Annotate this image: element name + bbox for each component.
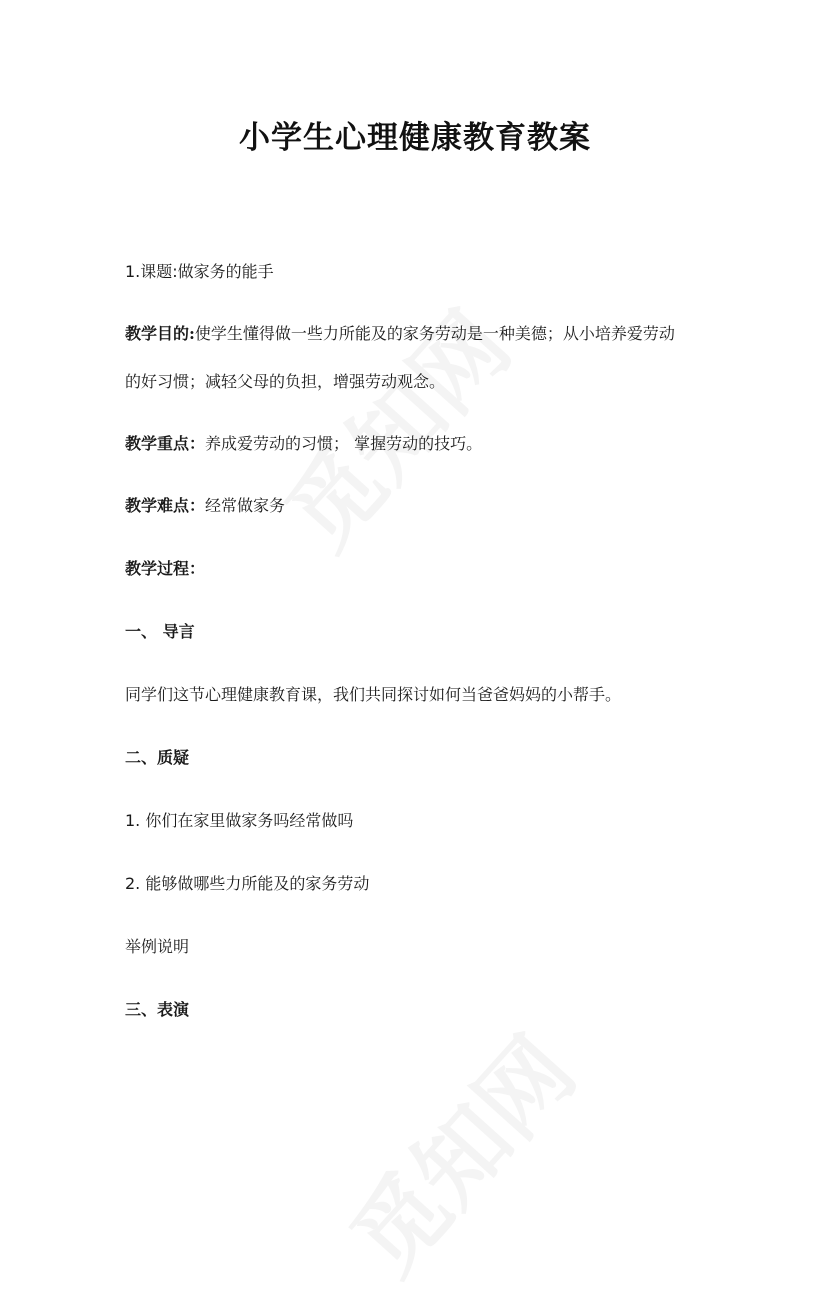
teaching-purpose-label: 教学目的: [125, 324, 195, 343]
teaching-difficulty [125, 494, 285, 518]
section-introduction-heading: 一、 导言 [125, 622, 195, 641]
question-1: 1. 你们在家里做家务吗经常做吗 [125, 811, 354, 830]
lesson-topic: 1.课题:做家务的能手 [125, 262, 274, 281]
teaching-focus-text: 养成爱劳动的习惯； 掌握劳动的技巧。 [205, 434, 483, 453]
teaching-difficulty-label: 教学难点： [125, 496, 206, 515]
watermark-bottom [317, 1004, 600, 1297]
example-text: 举例说明 [125, 937, 190, 956]
section-questions-heading: 二、质疑 [125, 748, 190, 767]
teaching-purpose-text: 使学生懂得做一些力所能及的家务劳动是一种美德；从小培养爱劳动 [194, 324, 675, 343]
page-title: 小学生心理健康教育教案 [239, 120, 591, 156]
question-2: 2. 能够做哪些力所能及的家务劳动 [125, 874, 370, 893]
section-performance-heading: 三、表演 [125, 1000, 190, 1019]
teaching-difficulty-text: 经常做家务 [205, 496, 286, 515]
teaching-purpose [125, 322, 675, 346]
teaching-focus [125, 432, 482, 456]
teaching-process-heading: 教学过程： [125, 559, 206, 578]
teaching-purpose-continued: 的好习惯；减轻父母的负担，增强劳动观念。 [125, 372, 446, 391]
teaching-focus-label: 教学重点： [125, 434, 206, 453]
introduction-text: 同学们这节心理健康教育课，我们共同探讨如何当爸爸妈妈的小帮手。 [125, 685, 622, 704]
